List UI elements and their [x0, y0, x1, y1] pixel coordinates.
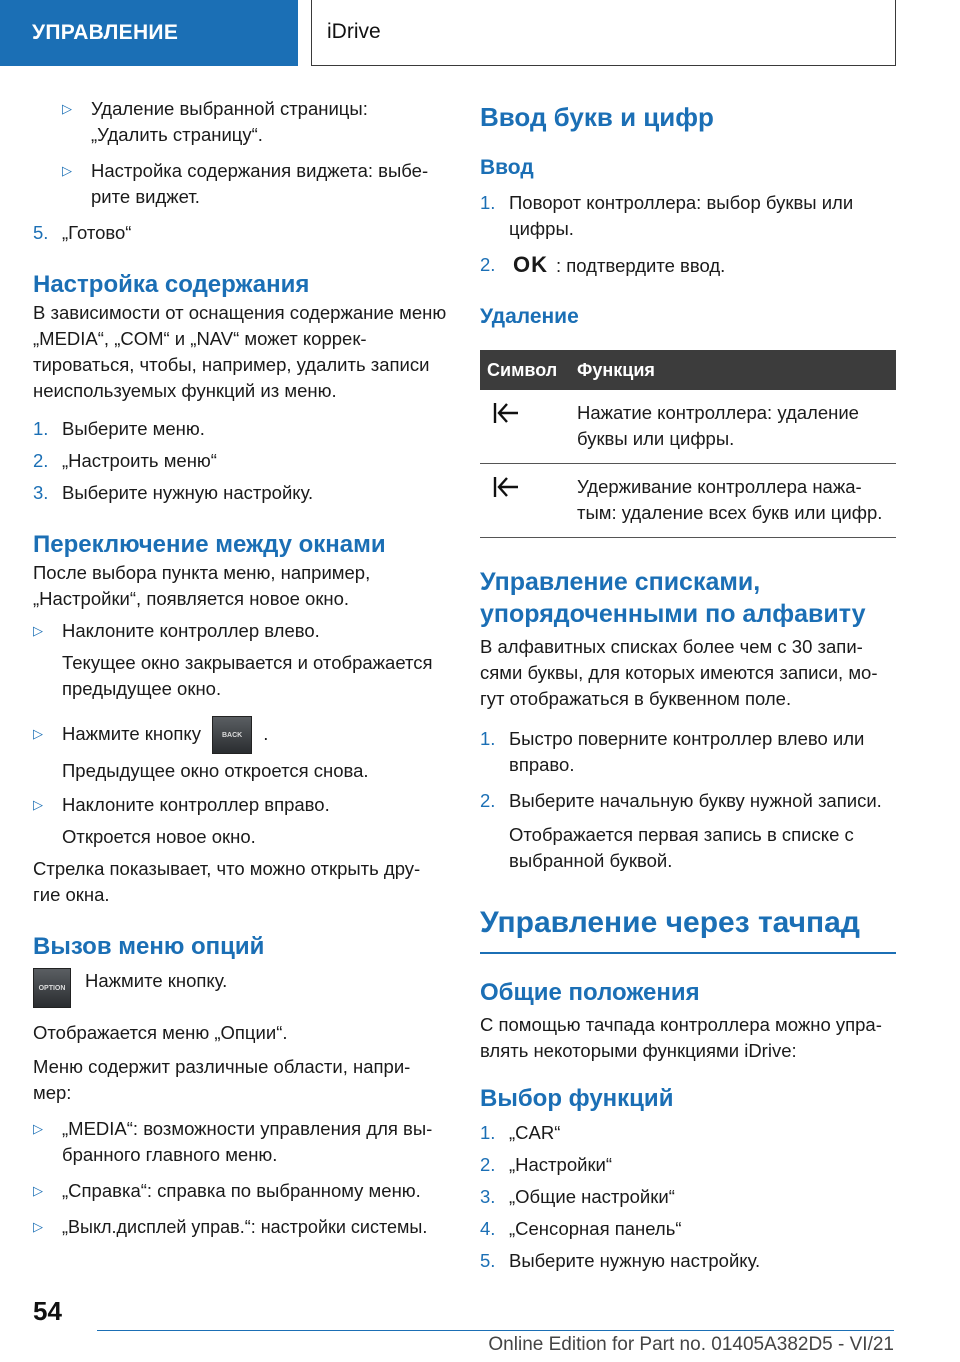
paragraph: После выбора пункта меню, например, „Настройки“, появляется новое окно.	[33, 562, 371, 609]
bullet-marker: ▷	[33, 1183, 43, 1199]
list-item	[33, 792, 451, 818]
step-number: 3.	[480, 1186, 496, 1207]
bullet-marker: ▷	[33, 726, 43, 741]
bullet-marker: ▷	[33, 797, 43, 813]
section-heading: Настройка содержания	[33, 271, 310, 298]
bullet-text: Настройка содержания виджета: выбе-рите виджет.	[91, 160, 429, 207]
result-text: Предыдущее окно откроется снова.	[62, 760, 369, 782]
section-heading: Вызов меню опций	[33, 933, 265, 961]
bullet-text: Нажмите кнопку	[62, 723, 201, 744]
chapter-title: iDrive	[311, 0, 896, 66]
table-cell-function: Удерживание контроллера нажа-тым: удаление всех букв или цифр.	[570, 464, 896, 538]
step-number: 2.	[33, 450, 49, 471]
list-item	[33, 416, 451, 442]
sub-heading: Ввод	[480, 156, 534, 179]
option-button-icon: OPTION	[33, 968, 71, 1008]
step-number: 2.	[480, 790, 496, 811]
paragraph: Меню содержит различные области, напри-мер:	[33, 1056, 411, 1104]
section-heading: Ввод букв и цифр	[480, 102, 714, 132]
step-number: 1.	[480, 728, 496, 749]
step-text: Выберите нужную настройку.	[62, 482, 314, 503]
bullet-text-tail: .	[263, 723, 269, 744]
table-header-symbol: Символ	[480, 350, 570, 390]
footer-divider	[97, 1330, 894, 1331]
bullet-text: Наклоните контроллер влево.	[62, 620, 320, 641]
paragraph: В алфавитных списках более чем с 30 запи-сями буквы, для которых имеются записи, мо-гут отображаться в буквенном поле.	[480, 636, 878, 709]
step-text: Выберите начальную букву нужной записи.	[509, 790, 882, 811]
bullet-text: „MEDIA“: возможности управления для вы-бранного главного меню.	[62, 1118, 433, 1166]
list-item	[480, 726, 896, 778]
list-item	[480, 1152, 896, 1178]
symbol-table	[480, 350, 896, 538]
step-text: „Готово“	[62, 222, 132, 243]
back-button-icon: BACK	[212, 716, 252, 754]
paragraph: С помощью тачпада контроллера можно упра-влять некоторыми функциями iDrive:	[480, 1014, 882, 1061]
step-text: Быстро поверните контроллер влево или вправо.	[509, 728, 865, 775]
list-item	[33, 480, 451, 506]
step-number: 5.	[480, 1250, 496, 1271]
bullet-marker: ▷	[33, 1219, 43, 1235]
list-item	[33, 220, 451, 246]
step-text: : подтвердите ввод.	[556, 255, 726, 276]
table-row	[480, 464, 896, 538]
step-text: „Настройки“	[509, 1154, 613, 1175]
list-item	[33, 714, 451, 754]
step-text: Выберите нужную настройку.	[509, 1250, 761, 1271]
delete-char-icon-svg	[492, 475, 520, 499]
left-column	[33, 96, 451, 1240]
table-header-row	[480, 350, 896, 390]
table-header-function: Функция	[570, 350, 896, 390]
list-item	[33, 448, 451, 474]
step-number: 3.	[33, 482, 49, 503]
step-number: 2.	[480, 1154, 496, 1175]
bullet-marker: ▷	[62, 163, 72, 178]
list-item	[480, 1216, 896, 1242]
step-text: Выберите меню.	[62, 418, 205, 439]
section-heading: Переключение между окнами	[33, 531, 386, 558]
paragraph: Отображается меню „Опции“.	[33, 1022, 288, 1044]
list-item	[33, 1178, 451, 1204]
delete-char-icon	[480, 390, 570, 464]
delete-char-icon-svg	[492, 401, 520, 425]
step-text: „Настроить меню“	[62, 450, 217, 471]
ok-icon: OK	[513, 252, 548, 277]
sub-heading: Удаление	[480, 305, 579, 328]
bullet-text: „Справка“: справка по выбранному меню.	[62, 1180, 421, 1202]
table-cell-function: Нажатие контроллера: удаление буквы или цифры.	[570, 390, 896, 464]
step-text: „Сенсорная панель“	[509, 1218, 682, 1239]
step-number: 1.	[480, 192, 496, 213]
list-item	[480, 252, 896, 279]
list-item	[480, 190, 896, 242]
bullet-text: „Выкл.дисплей управ.“: настройки системы.	[62, 1217, 428, 1238]
result-text: Текущее окно закрывается и отображается предыдущее окно.	[62, 652, 433, 699]
list-item	[480, 1184, 896, 1210]
list-item	[33, 1214, 451, 1240]
list-item	[33, 618, 451, 644]
list-item	[33, 96, 451, 148]
step-text: „Общие настройки“	[509, 1186, 675, 1207]
result-text: Отображается первая запись в списке с выбранной буквой.	[509, 824, 854, 871]
option-press	[33, 968, 451, 1014]
section-tab: УПРАВЛЕНИЕ	[0, 0, 298, 66]
bullet-marker: ▷	[62, 101, 72, 116]
step-number: 5.	[33, 222, 49, 243]
bullet-text: Наклоните контроллер вправо.	[62, 794, 330, 816]
step-text: Поворот контроллера: выбор буквы или цифры.	[509, 192, 854, 239]
list-item	[480, 1248, 896, 1274]
delete-char-icon	[480, 464, 570, 538]
section-heading: Выбор функций	[480, 1085, 674, 1112]
step-number: 4.	[480, 1218, 496, 1239]
right-column	[480, 100, 896, 1274]
step-text: „CAR“	[509, 1122, 561, 1143]
page-header	[0, 0, 960, 66]
table-row	[480, 390, 896, 464]
footer-edition: Online Edition for Part no. 01405A382D5 - VI/21	[488, 1334, 894, 1355]
bullet-marker: ▷	[33, 623, 43, 638]
section-heading: Управление списками, упорядоченными по алфавиту	[480, 568, 866, 628]
paragraph: В зависимости от оснащения содержание меню „MEDIA“, „COM“ и „NAV“ может коррек-тироваться, чтобы, например, удалить записи неиспользуемых функций из меню.	[33, 302, 447, 401]
bullet-marker: ▷	[33, 1121, 43, 1137]
press-text: Нажмите кнопку.	[85, 970, 228, 992]
section-heading: Общие положения	[480, 979, 700, 1006]
step-number: 1.	[33, 418, 49, 439]
list-item	[33, 158, 451, 210]
chapter-heading: Управление через тачпад	[480, 904, 896, 954]
step-number: 2.	[480, 254, 496, 275]
bullet-text: Удаление выбранной страницы: „Удалить страницу“.	[91, 98, 368, 145]
list-item	[33, 1116, 451, 1168]
result-text: Откроется новое окно.	[62, 826, 256, 848]
list-item	[480, 1120, 896, 1146]
list-item	[480, 788, 896, 814]
page-number: 54	[33, 1296, 62, 1326]
paragraph: Стрелка показывает, что можно открыть дру-гие окна.	[33, 858, 421, 906]
step-number: 1.	[480, 1122, 496, 1143]
